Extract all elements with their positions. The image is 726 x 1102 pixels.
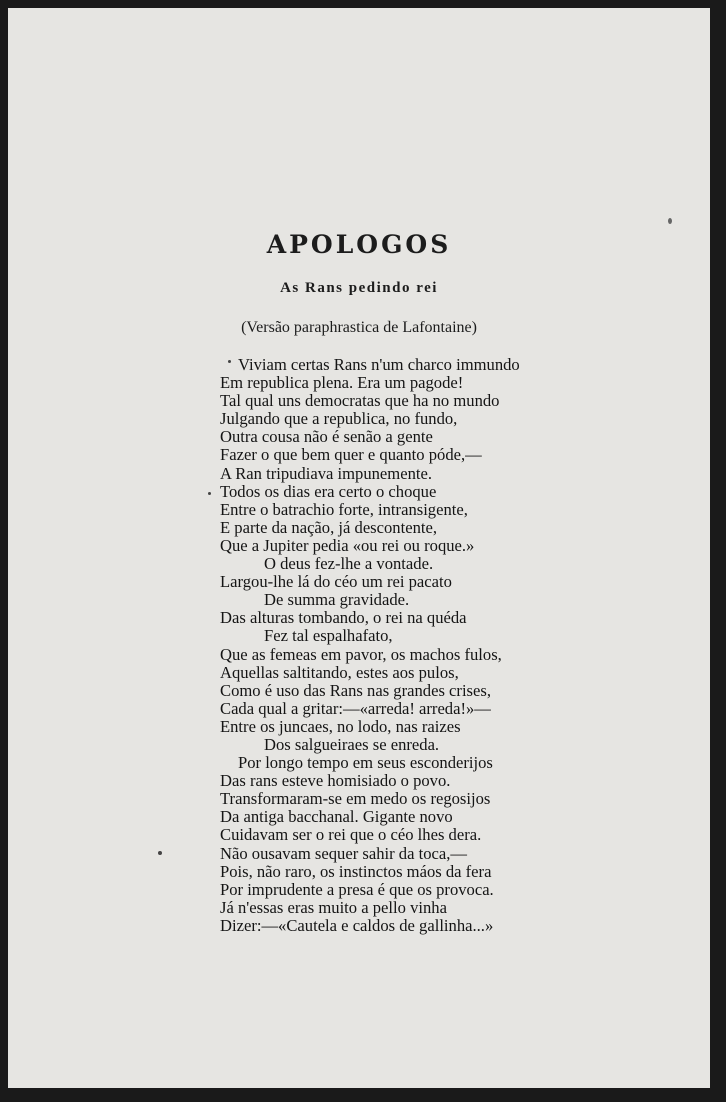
poem-line: Em republica plena. Era um pagode!: [220, 373, 464, 393]
print-speck: [228, 360, 231, 363]
print-speck: [668, 218, 672, 224]
poem-line: Fez tal espalhafato,: [264, 626, 393, 646]
poem-line: Todos os dias era certo o choque: [220, 481, 437, 501]
poem-line: Cada qual a gritar:—«arreda! arreda!»—: [220, 698, 491, 718]
poem-line: Fazer o que bem quer e quanto póde,—: [220, 445, 482, 465]
poem-line: Julgando que a republica, no fundo,: [220, 409, 458, 429]
poem-line: O deus fez-lhe a vontade.: [264, 554, 434, 574]
poem-line: Largou-lhe lá do céo um rei pacato: [220, 572, 452, 592]
print-speck: [158, 851, 162, 855]
poem-line: Das alturas tombando, o rei na quéda: [220, 608, 467, 628]
poem-line: Transformaram-se em medo os regosijos: [220, 789, 491, 809]
poem-line: Dizer:—«Cautela e caldos de gallinha...»: [220, 915, 494, 935]
print-speck: [208, 492, 211, 495]
poem-subtitle: (Versão paraphrastica de Lafontaine): [241, 319, 477, 336]
poem-line: E parte da nação, já descontente,: [220, 517, 437, 537]
poem-line: Entre o batrachio forte, intransigente,: [220, 499, 468, 519]
poem-body: [220, 356, 520, 935]
poem-line: Por imprudente a presa é que os provoca.: [220, 879, 494, 899]
poem-line: Como é uso das Rans nas grandes crises,: [220, 680, 491, 700]
poem-line: Pois, não raro, os instinctos máos da fera: [220, 861, 492, 881]
poem-line: Tal qual uns democratas que ha no mundo: [220, 391, 500, 411]
poem-line: Viviam certas Rans n'um charco immundo: [238, 355, 520, 374]
poem-line: Que as femeas em pavor, os machos fulos,: [220, 644, 502, 664]
poem-line: Das rans esteve homisiado o povo.: [220, 771, 451, 791]
poem-line: Outra cousa não é senão a gente: [220, 427, 433, 447]
poem-title: As Rans pedindo rei: [280, 280, 438, 296]
poem-line: Já n'essas eras muito a pello vinha: [220, 897, 447, 917]
poem-line: Não ousavam sequer sahir da toca,—: [220, 843, 467, 863]
poem-line: Que a Jupiter pedia «ou rei ou roque.»: [220, 535, 475, 555]
poem-line: De summa gravidade.: [264, 590, 410, 610]
poem-line: Por longo tempo em seus esconderijos: [238, 753, 493, 773]
book-page: [8, 8, 710, 1088]
poem-line: A Ran tripudiava impunemente.: [220, 463, 432, 483]
page-title: APOLOGOS: [266, 230, 452, 259]
poem-line: Aquellas saltitando, estes aos pulos,: [220, 662, 459, 682]
poem-line: Cuidavam ser o rei que o céo lhes dera.: [220, 825, 482, 845]
poem-line: Entre os juncaes, no lodo, nas raizes: [220, 716, 461, 736]
poem-line: Dos salgueiraes se enreda.: [264, 734, 440, 754]
poem-line: Da antiga bacchanal. Gigante novo: [220, 807, 453, 827]
